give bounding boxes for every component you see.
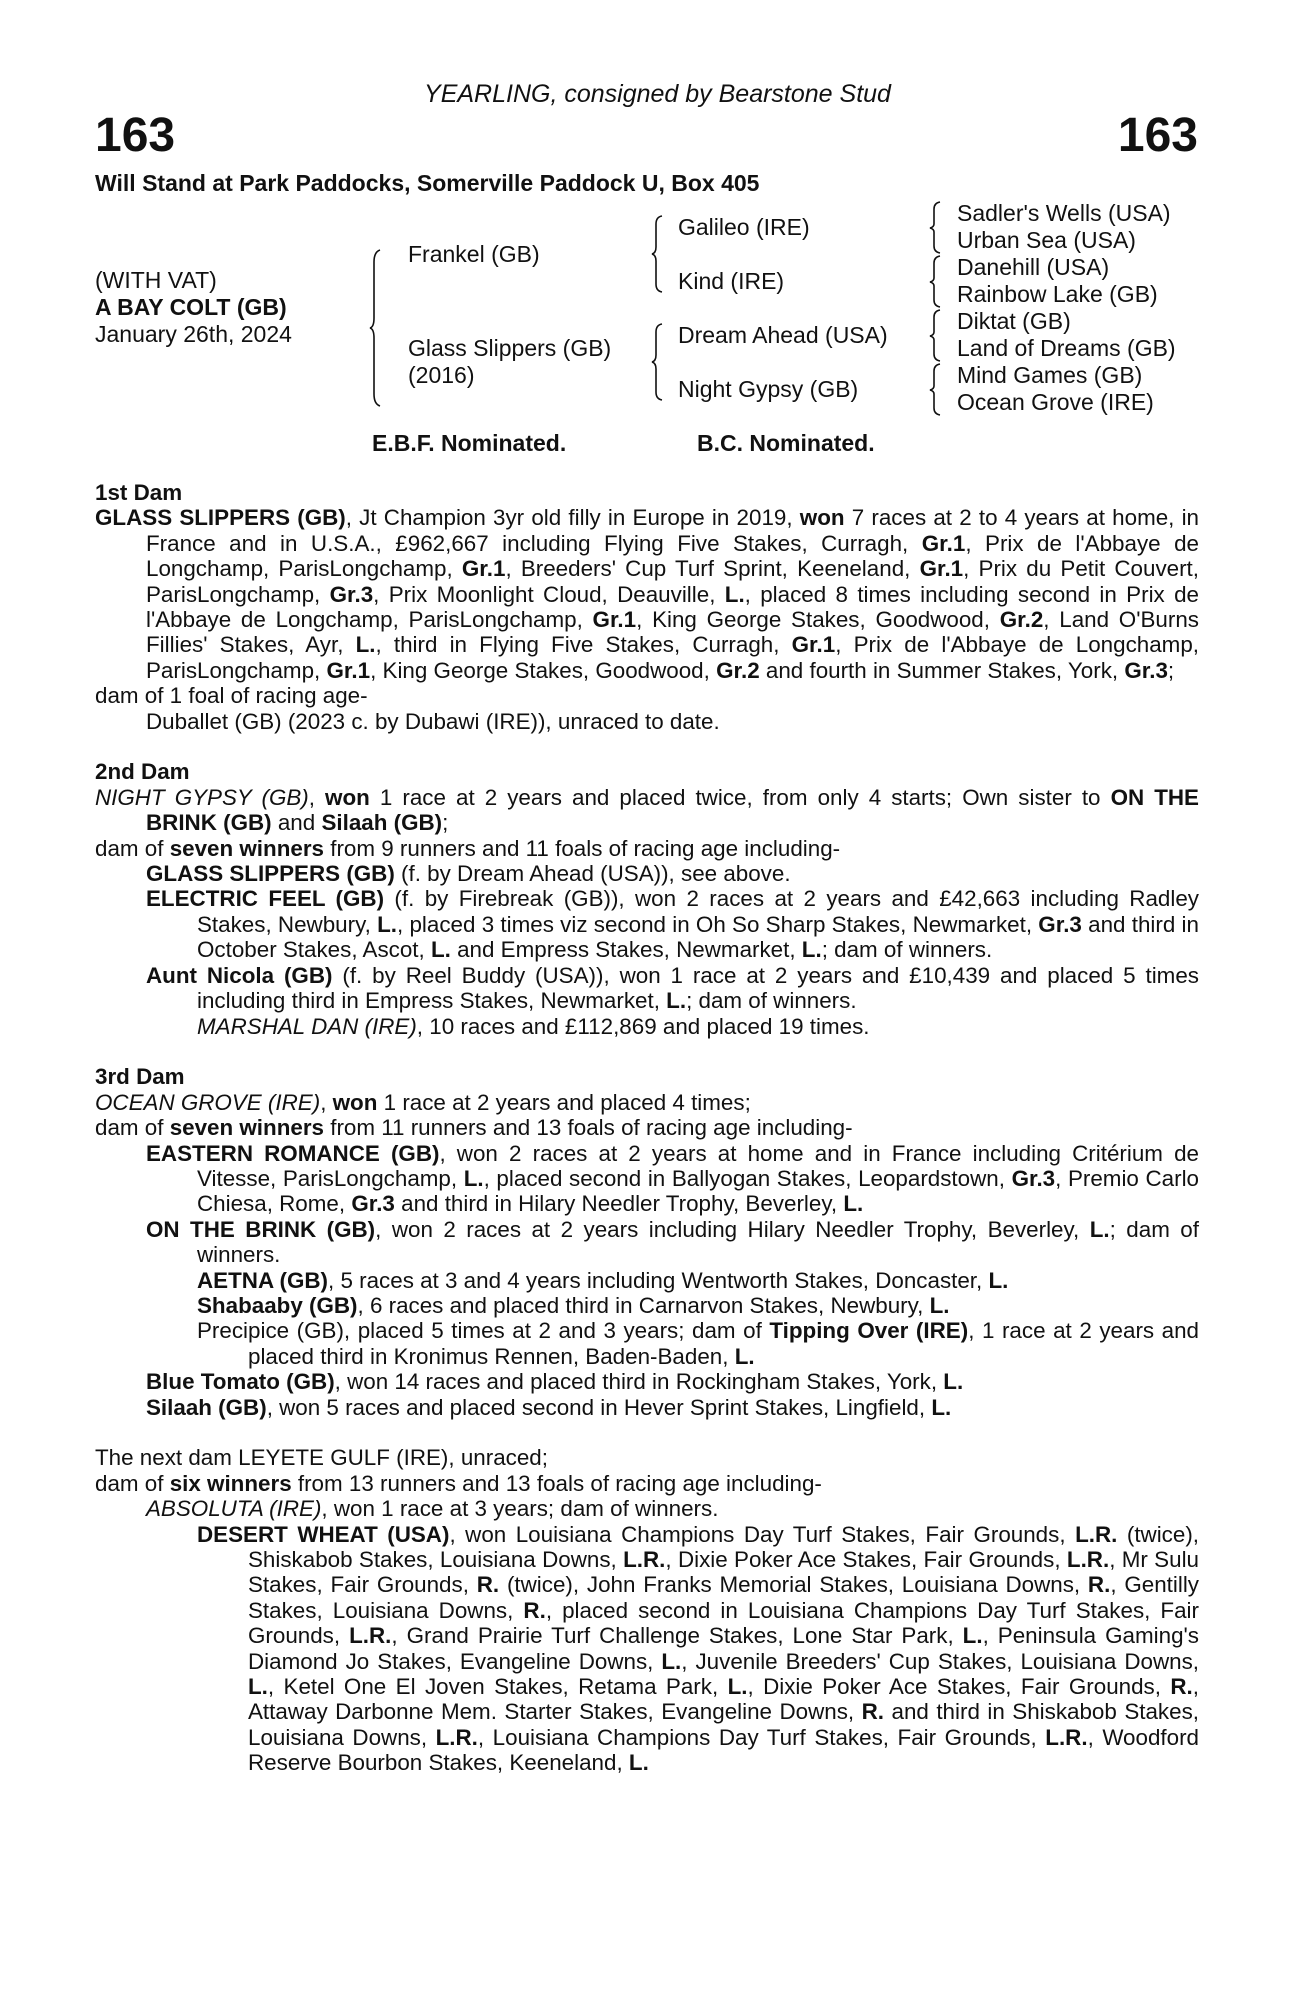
bold-text: ON THE BRINK (GB) xyxy=(146,1216,376,1242)
bold-text: Aunt Nicola (GB) xyxy=(146,962,333,988)
bold-text: Gr.1 xyxy=(592,607,637,633)
text: (twice), John Franks Memorial Stakes, Louisiana Downs, xyxy=(499,1572,1088,1598)
bold-text: Gr.2 xyxy=(999,607,1044,633)
text: dam of 1 foal of racing age- xyxy=(95,683,368,709)
bold-text: Gr.1 xyxy=(919,556,964,582)
section-heading: 1st Dam xyxy=(95,480,183,505)
text: , King George Stakes, Goodwood, xyxy=(636,607,1000,633)
produce-record xyxy=(95,505,1199,683)
bold-text: L. xyxy=(734,1343,755,1369)
produce-record xyxy=(146,963,1199,1014)
produce-record xyxy=(146,861,1199,886)
bold-text: L. xyxy=(430,937,451,963)
great-grandparent: Sadler's Wells (USA) xyxy=(957,200,1171,226)
bold-text: Gr.1 xyxy=(791,632,836,658)
text: , placed second in Louisiana Champions Day Turf Stakes, Fair Grounds, xyxy=(248,1597,1199,1649)
dam-section xyxy=(95,759,1199,1038)
bold-text: Gr.1 xyxy=(461,556,506,582)
sire: Frankel (GB) xyxy=(408,241,540,267)
bold-text: Tipping Over (IRE) xyxy=(769,1318,969,1344)
text: , Attaway Darbonne Mem. Starter Stakes, Evangeline Downs, xyxy=(248,1674,1199,1725)
bold-text: seven winners xyxy=(169,835,325,861)
stabling-location: Will Stand at Park Paddocks, Somerville Paddock U, Box 405 xyxy=(95,170,760,196)
bold-text: Gr.3 xyxy=(1011,1165,1056,1191)
bold-text: L. xyxy=(988,1267,1009,1293)
text: , won 2 races at 2 years including Hilary Needler Trophy, Beverley, xyxy=(375,1216,1090,1242)
great-grandparent: Ocean Grove (IRE) xyxy=(957,389,1154,415)
dam-year: (2016) xyxy=(408,362,475,388)
produce-record xyxy=(146,1141,1199,1217)
bold-text: GLASS SLIPPERS (GB) xyxy=(95,505,346,531)
bold-text: won xyxy=(799,505,845,531)
text: , Peninsula Gaming's Diamond Jo Stakes, Evangeline Downs, xyxy=(248,1623,1199,1674)
brace-icons xyxy=(928,200,942,416)
produce-record xyxy=(95,1445,1199,1470)
text: and xyxy=(271,810,322,836)
bold-text: L. xyxy=(724,581,745,607)
bold-text: R. xyxy=(861,1699,885,1725)
text: , third in Flying Five Stakes, Curragh, xyxy=(375,632,792,658)
text: ; dam of winners. xyxy=(821,937,993,963)
text: Duballet (GB) (2023 c. by Dubawi (IRE)), unraced to date. xyxy=(146,708,720,734)
italic-text: NIGHT GYPSY (GB) xyxy=(95,784,309,810)
vat-note: (WITH VAT) xyxy=(95,267,217,293)
bold-text: L. xyxy=(962,1623,983,1649)
bold-text: six winners xyxy=(169,1470,292,1496)
dam-line-details xyxy=(95,480,1199,1801)
great-grandparent: Land of Dreams (GB) xyxy=(957,335,1176,361)
bold-text: won xyxy=(325,784,370,810)
grandparent: Dream Ahead (USA) xyxy=(678,322,888,348)
grandparent: Night Gypsy (GB) xyxy=(678,376,859,402)
italic-text: OCEAN GROVE (IRE) xyxy=(95,1089,321,1115)
produce-record xyxy=(197,1014,1199,1039)
produce-record xyxy=(146,1217,1199,1268)
text: , Prix du Petit Couvert, ParisLongchamp, xyxy=(146,556,1199,607)
bold-text: L. xyxy=(463,1165,484,1191)
brace-icon xyxy=(650,214,666,294)
bold-text: Silaah (GB) xyxy=(146,1394,267,1420)
lot-number-right: 163 xyxy=(1117,109,1198,162)
bold-text: L.R. xyxy=(435,1724,478,1750)
bold-text: L. xyxy=(943,1369,964,1395)
text: , placed 3 times viz second in Oh So Sharp Stakes, Newmarket, xyxy=(397,911,1039,937)
bold-text: L.R. xyxy=(1066,1547,1110,1573)
text: , Ketel One El Joven Stakes, Retama Park, xyxy=(267,1674,728,1700)
bold-text: L. xyxy=(248,1674,268,1700)
text: ; xyxy=(442,810,449,836)
bold-text: ON THE BRINK (GB) xyxy=(146,784,1199,836)
text: , 10 races and £112,869 and placed 19 times. xyxy=(416,1013,870,1039)
text: (f. by Dream Ahead (USA)), see above. xyxy=(394,861,791,887)
produce-record xyxy=(95,836,1199,861)
bold-text: Shabaaby (GB) xyxy=(197,1292,358,1318)
foaling-date: January 26th, 2024 xyxy=(95,321,292,347)
bold-text: GLASS SLIPPERS (GB) xyxy=(146,861,395,887)
bold-text: Gr.3 xyxy=(1038,911,1082,937)
bold-text: Gr.3 xyxy=(1124,657,1168,683)
dam-section xyxy=(95,1445,1199,1775)
text: , won 5 races and placed second in Hever Sprint Stakes, Lingfield, xyxy=(266,1394,932,1420)
text: from 11 runners and 13 foals of racing age including- xyxy=(324,1115,853,1141)
text: , xyxy=(320,1089,333,1115)
section-heading: 3rd Dam xyxy=(95,1064,185,1090)
text: , won Louisiana Champions Day Turf Stakes, Fair Grounds, xyxy=(449,1521,1076,1547)
text: and third in Shiskabob Stakes, Louisiana Downs, xyxy=(248,1699,1199,1750)
text: , Grand Prairie Turf Challenge Stakes, Lone Star Park, xyxy=(391,1623,963,1649)
bold-text: L. xyxy=(1089,1216,1110,1242)
bold-text: L.R. xyxy=(623,1547,666,1573)
text: , 1 race at 2 years and placed third in Kronimus Rennen, Baden-Baden, xyxy=(248,1318,1200,1369)
produce-record xyxy=(146,709,1199,734)
produce-record xyxy=(95,785,1199,836)
dam-section xyxy=(95,1064,1199,1420)
lot-number-left: 163 xyxy=(95,109,176,162)
grandparent: Galileo (IRE) xyxy=(678,214,810,240)
text: , Louisiana Champions Day Turf Stakes, Fair Grounds, xyxy=(477,1724,1046,1750)
text: , placed second in Ballyogan Stakes, Leopardstown, xyxy=(483,1165,1012,1191)
section-heading: 2nd Dam xyxy=(95,759,190,785)
text: and fourth in Summer Stakes, York, xyxy=(759,657,1125,683)
text: 7 races at 2 to 4 years at home, in France and in U.S.A., £962,667 including Flying Five Stakes, Curragh, xyxy=(146,505,1200,556)
bold-text: R. xyxy=(476,1572,500,1598)
bold-text: Gr.1 xyxy=(921,530,966,556)
text: , 6 races and placed third in Carnarvon Stakes, Newbury, xyxy=(357,1292,930,1318)
text: from 13 runners and 13 foals of racing age including- xyxy=(291,1470,822,1496)
bold-text: seven winners xyxy=(169,1115,325,1141)
bold-text: L.R. xyxy=(349,1623,392,1649)
produce-record xyxy=(95,1090,1199,1115)
great-grandparent: Urban Sea (USA) xyxy=(957,227,1136,253)
dam: Glass Slippers (GB) xyxy=(408,335,612,361)
text: , Woodford Reserve Bourbon Stakes, Keeneland, xyxy=(248,1724,1199,1776)
text: , Jt Champion 3yr old filly in Europe in 2019, xyxy=(345,505,800,531)
bold-text: L. xyxy=(355,632,376,658)
produce-record xyxy=(197,1522,1199,1776)
bold-text: AETNA (GB) xyxy=(197,1267,329,1293)
bold-text: Gr.2 xyxy=(716,657,760,683)
text: (twice), Shiskabob Stakes, Louisiana Downs, xyxy=(248,1521,1200,1573)
text: , Prix Moonlight Cloud, Deauville, xyxy=(373,581,725,607)
produce-record xyxy=(95,1471,1199,1496)
text: , Premio Carlo Chiesa, Rome, xyxy=(197,1165,1199,1217)
text: dam of xyxy=(95,1115,170,1141)
bc-nomination: B.C. Nominated. xyxy=(697,430,875,456)
text: , Dixie Poker Ace Stakes, Fair Grounds, xyxy=(747,1674,1171,1700)
text: , Prix de l'Abbaye de Longchamp, ParisLongchamp, xyxy=(146,632,1199,683)
italic-text: MARSHAL DAN (IRE) xyxy=(197,1013,417,1039)
text: and third in Hilary Needler Trophy, Beverley, xyxy=(394,1191,844,1217)
text: Precipice (GB), placed 5 times at 2 and 3 years; dam of xyxy=(197,1318,770,1344)
produce-record xyxy=(197,1268,1199,1293)
bold-text: L. xyxy=(628,1750,649,1776)
bold-text: EASTERN ROMANCE (GB) xyxy=(146,1140,440,1166)
grandparent: Kind (IRE) xyxy=(678,268,785,294)
bold-text: L. xyxy=(843,1191,864,1217)
great-grandparent: Diktat (GB) xyxy=(957,308,1071,334)
text: , Dixie Poker Ace Stakes, Fair Grounds, xyxy=(665,1547,1067,1573)
text: , Breeders' Cup Turf Sprint, Keeneland, xyxy=(505,556,920,582)
bold-text: Gr.1 xyxy=(326,657,371,683)
text: , won 2 races at 2 years at home and in France including Critérium de Vitesse, ParisLongchamp, xyxy=(197,1140,1199,1191)
produce-record xyxy=(146,1496,1199,1521)
bold-text: R. xyxy=(1087,1572,1111,1598)
italic-text: ABSOLUTA (IRE) xyxy=(146,1496,322,1522)
produce-record xyxy=(95,1115,1199,1140)
produce-record xyxy=(197,1318,1199,1369)
produce-record xyxy=(197,1293,1199,1318)
bold-text: L. xyxy=(666,988,687,1014)
bold-text: Blue Tomato (GB) xyxy=(146,1369,335,1395)
dam-section xyxy=(95,480,1199,734)
text: ; dam of winners. xyxy=(197,1216,1199,1268)
bold-text: L. xyxy=(929,1292,950,1318)
bold-text: Silaah (GB) xyxy=(321,810,443,836)
produce-record xyxy=(146,886,1199,962)
great-grandparent: Danehill (USA) xyxy=(957,254,1110,280)
text: (f. by Reel Buddy (USA)), won 1 race at 2 years and £10,439 and placed 5 times including third in Empress Stakes, Newmarket, xyxy=(197,962,1199,1014)
great-grandparent: Rainbow Lake (GB) xyxy=(957,281,1158,307)
bold-text: L. xyxy=(377,911,397,937)
text: (f. by Firebreak (GB)), won 2 races at 2 years and £42,663 including Radley Stakes, Newbury, xyxy=(197,886,1199,937)
bold-text: R. xyxy=(1170,1674,1193,1700)
bold-text: L. xyxy=(931,1394,952,1420)
text: from 9 runners and 11 foals of racing age including- xyxy=(324,835,841,861)
bold-text: L. xyxy=(801,937,822,963)
bold-text: L. xyxy=(661,1648,682,1674)
brace-icon xyxy=(650,322,666,402)
text: , Juvenile Breeders' Cup Stakes, Louisiana Downs, xyxy=(681,1648,1199,1674)
produce-record xyxy=(95,683,1199,708)
bold-text: L.R. xyxy=(1045,1724,1088,1750)
ebf-nomination: E.B.F. Nominated. xyxy=(372,430,567,456)
text: The next dam LEYETE GULF (IRE), unraced; xyxy=(95,1445,548,1471)
text: , Prix de l'Abbaye de Longchamp, ParisLongchamp, xyxy=(146,530,1199,582)
bold-text: won xyxy=(332,1089,378,1115)
text: , won 1 race at 3 years; dam of winners. xyxy=(321,1496,719,1522)
bold-text: R. xyxy=(523,1597,546,1623)
text: , xyxy=(308,784,326,810)
brace-icon xyxy=(368,248,384,408)
bold-text: DESERT WHEAT (USA) xyxy=(197,1521,450,1547)
produce-record xyxy=(146,1395,1199,1420)
text: , won 14 races and placed third in Rockingham Stakes, York, xyxy=(334,1369,944,1395)
text: ; dam of winners. xyxy=(686,988,857,1014)
text: 1 race at 2 years and placed 4 times; xyxy=(377,1089,751,1115)
bold-text: Gr.3 xyxy=(351,1191,395,1217)
consignor-line: YEARLING, consigned by Bearstone Stud xyxy=(424,80,891,108)
text: and third in October Stakes, Ascot, xyxy=(197,911,1199,963)
text: and Empress Stakes, Newmarket, xyxy=(450,937,802,963)
text: , Gentilly Stakes, Louisiana Downs, xyxy=(248,1572,1200,1623)
great-grandparent: Mind Games (GB) xyxy=(957,362,1143,388)
text: , King George Stakes, Goodwood, xyxy=(370,657,717,683)
text: 1 race at 2 years and placed twice, from only 4 starts; Own sister to xyxy=(369,784,1111,810)
horse-name: A BAY COLT (GB) xyxy=(95,294,287,320)
text: , placed 8 times including second in Prix de l'Abbaye de Longchamp, ParisLongchamp, xyxy=(146,581,1199,633)
produce-record xyxy=(146,1369,1199,1394)
text: , 5 races at 3 and 4 years including Wentworth Stakes, Doncaster, xyxy=(328,1267,989,1293)
bold-text: L. xyxy=(727,1674,748,1700)
text: ; xyxy=(1167,657,1175,683)
text: , Land O'Burns Fillies' Stakes, Ayr, xyxy=(146,607,1199,658)
text: , Mr Sulu Stakes, Fair Grounds, xyxy=(248,1547,1199,1598)
bold-text: ELECTRIC FEEL (GB) xyxy=(146,886,385,912)
text: dam of xyxy=(95,1470,170,1496)
text: dam of xyxy=(95,835,170,861)
bold-text: L.R. xyxy=(1075,1521,1118,1547)
bold-text: Gr.3 xyxy=(329,581,374,607)
